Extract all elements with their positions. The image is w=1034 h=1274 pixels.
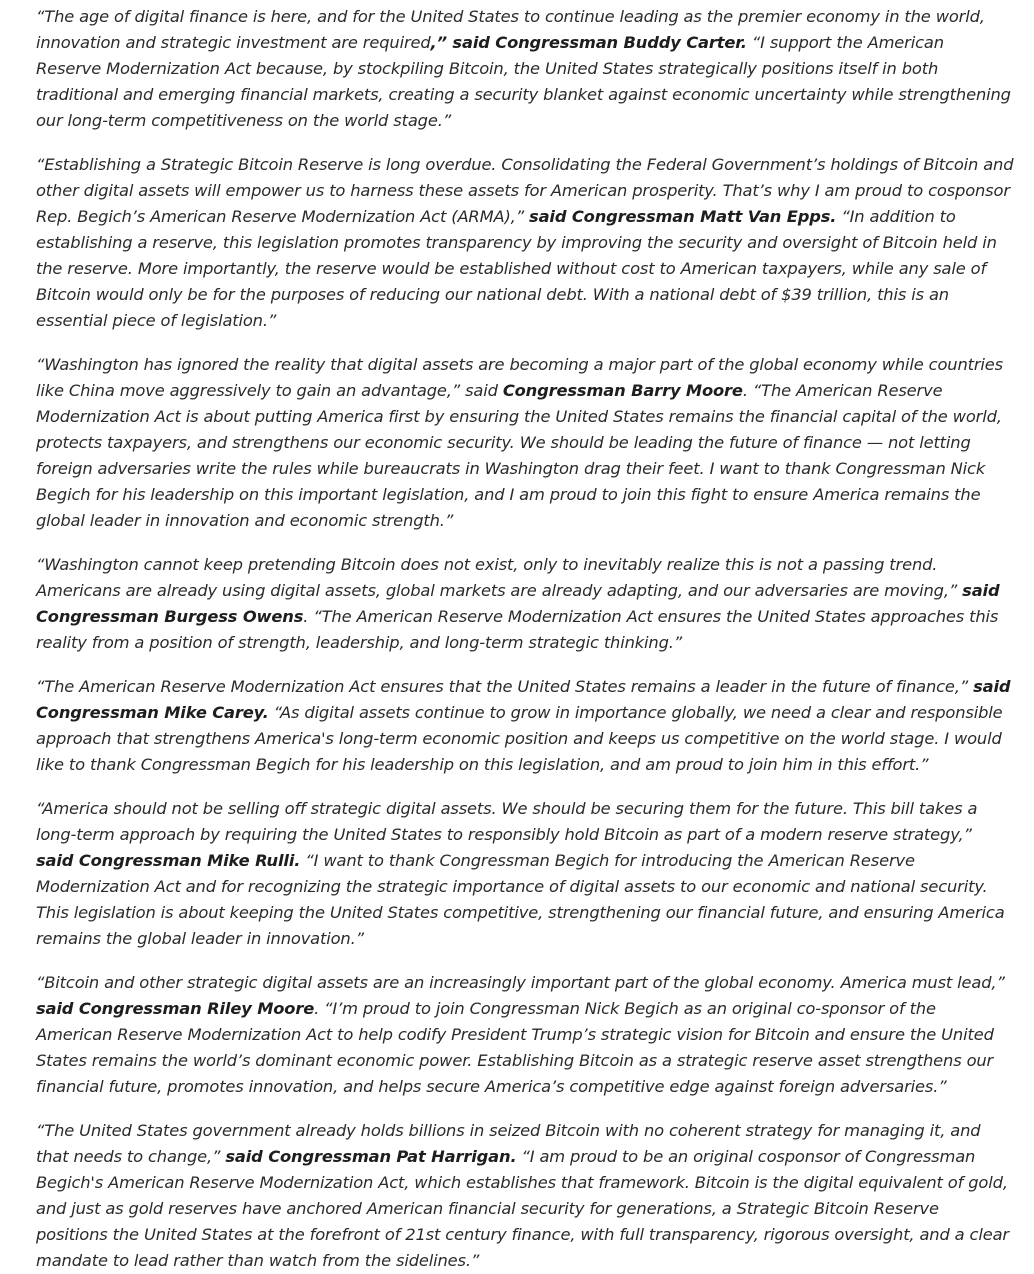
quote-text: . “The American Reserve Modernization Act is about putting America first by ensuring the United States remains the financial capital of the world, protects taxpayers, and strengthens our economic security. We should be leading the future of finance — not letting foreign adversaries write the rules while bureaucrats in Washington drag their feet. I want to thank Congressman Nick Begich for his leadership on this important legislation, and I am proud to join this fight to ensure America remains the global leader in innovation and economic strength.” bbox=[36, 381, 1002, 530]
speaker-attribution: said Congressman Mike Rulli. bbox=[36, 851, 301, 870]
quote-paragraph-barry-moore bbox=[36, 352, 1014, 534]
quote-paragraph-riley-moore bbox=[36, 970, 1014, 1100]
quote-paragraph-mike-rulli bbox=[36, 796, 1014, 952]
speaker-attribution: said Congressman Mike Carey. bbox=[36, 677, 1011, 722]
quote-text: “Washington has ignored the reality that digital assets are becoming a major part of the global economy while countries like China move aggressively to gain an advantage,” said bbox=[36, 355, 1003, 400]
quote-text: “America should not be selling off strategic digital assets. We should be securing them for the future. This bill takes a long-term approach by requiring the United States to responsibly hold Bitcoin as part of a modern reserve strategy,” bbox=[36, 799, 978, 844]
quote-text: “I support the American Reserve Modernization Act because, by stockpiling Bitcoin, the United States strategically positions itself in both traditional and emerging financial markets, creating a security blanket against economic uncertainty while strengthening our long-term competitiveness on the world stage.” bbox=[36, 33, 1011, 130]
quote-paragraph-mike-carey bbox=[36, 674, 1014, 778]
speaker-attribution: said Congressman Burgess Owens bbox=[36, 581, 1000, 626]
speaker-attribution: said Congressman Matt Van Epps. bbox=[529, 207, 837, 226]
quote-paragraph-matt-van-epps bbox=[36, 152, 1014, 334]
quote-text: “I want to thank Congressman Begich for introducing the American Reserve Modernization Act and for recognizing the strategic importance of digital assets to our economic and national security. This legislation is about keeping the United States competitive, strengthening our financial future, and ensuring America remains the global leader in innovation.” bbox=[36, 851, 1005, 948]
quote-text: “The American Reserve Modernization Act ensures that the United States remains a leader in the future of finance,” bbox=[36, 677, 974, 696]
speaker-attribution: said Congressman Riley Moore bbox=[36, 999, 315, 1018]
quote-text: “In addition to establishing a reserve, this legislation promotes transparency by improving the security and oversight of Bitcoin held in the reserve. More importantly, the reserve would be established without cost to American taxpayers, while any sale of Bitcoin would only be for the purposes of reducing our national debt. With a national debt of $39 trillion, this is an essential piece of legislation.” bbox=[36, 207, 997, 330]
speaker-attribution: said Congressman Pat Harrigan. bbox=[225, 1147, 517, 1166]
quote-text: “I am proud to be an original cosponsor of Congressman Begich's American Reserve Modernization Act, which establishes that framework. Bitcoin is the digital equivalent of gold, and just as gold reserves have anchored American financial security for generations, a Strategic Bitcoin Reserve positions the United States at the forefront of 21st century finance, with full transparency, rigorous oversight, and a clear mandate to lead rather than watch from the sidelines.” bbox=[36, 1147, 1009, 1270]
quote-text: “Bitcoin and other strategic digital assets are an increasingly important part of the global economy. America must lead,” bbox=[36, 973, 1005, 992]
quote-paragraph-pat-harrigan bbox=[36, 1118, 1014, 1274]
quote-text: “Establishing a Strategic Bitcoin Reserve is long overdue. Consolidating the Federal Government’s holdings of Bitcoin and other digital assets will empower us to harness these assets for American prosperity. That’s why I am proud to cosponsor Rep. Begich’s American Reserve Modernization Act (ARMA),” bbox=[36, 155, 1014, 226]
quote-text: “Washington cannot keep pretending Bitcoin does not exist, only to inevitably realize this is not a passing trend. Americans are already using digital assets, global markets are already adapting, and our adversaries are moving,” bbox=[36, 555, 963, 600]
quote-paragraph-burgess-owens bbox=[36, 552, 1014, 656]
quote-text: . “I’m proud to join Congressman Nick Begich as an original co-sponsor of the American Reserve Modernization Act to help codify President Trump’s strategic vision for Bitcoin and ensure the United States remains the world’s dominant economic power. Establishing Bitcoin as a strategic reserve asset strengthens our financial future, promotes innovation, and helps secure America’s competitive edge against foreign adversaries.” bbox=[36, 999, 994, 1096]
quote-text: “The age of digital finance is here, and for the United States to continue leading as the premier economy in the world, innovation and strategic investment are required bbox=[36, 7, 985, 52]
quote-text: “As digital assets continue to grow in importance globally, we need a clear and responsible approach that strengthens America's long-term economic position and keeps us competitive on the world stage. I would like to thank Congressman Begich for his leadership on this legislation, and am proud to join him in this effort.” bbox=[36, 703, 1003, 774]
quote-paragraph-buddy-carter bbox=[36, 4, 1014, 134]
quote-text: . “The American Reserve Modernization Act ensures the United States approaches this reality from a position of strength, leadership, and long-term strategic thinking.” bbox=[36, 607, 999, 652]
speaker-attribution: Congressman Barry Moore bbox=[502, 381, 743, 400]
quote-text: “The United States government already holds billions in seized Bitcoin with no coherent strategy for managing it, and that needs to change,” bbox=[36, 1121, 981, 1166]
speaker-attribution: ,” said Congressman Buddy Carter. bbox=[430, 33, 747, 52]
